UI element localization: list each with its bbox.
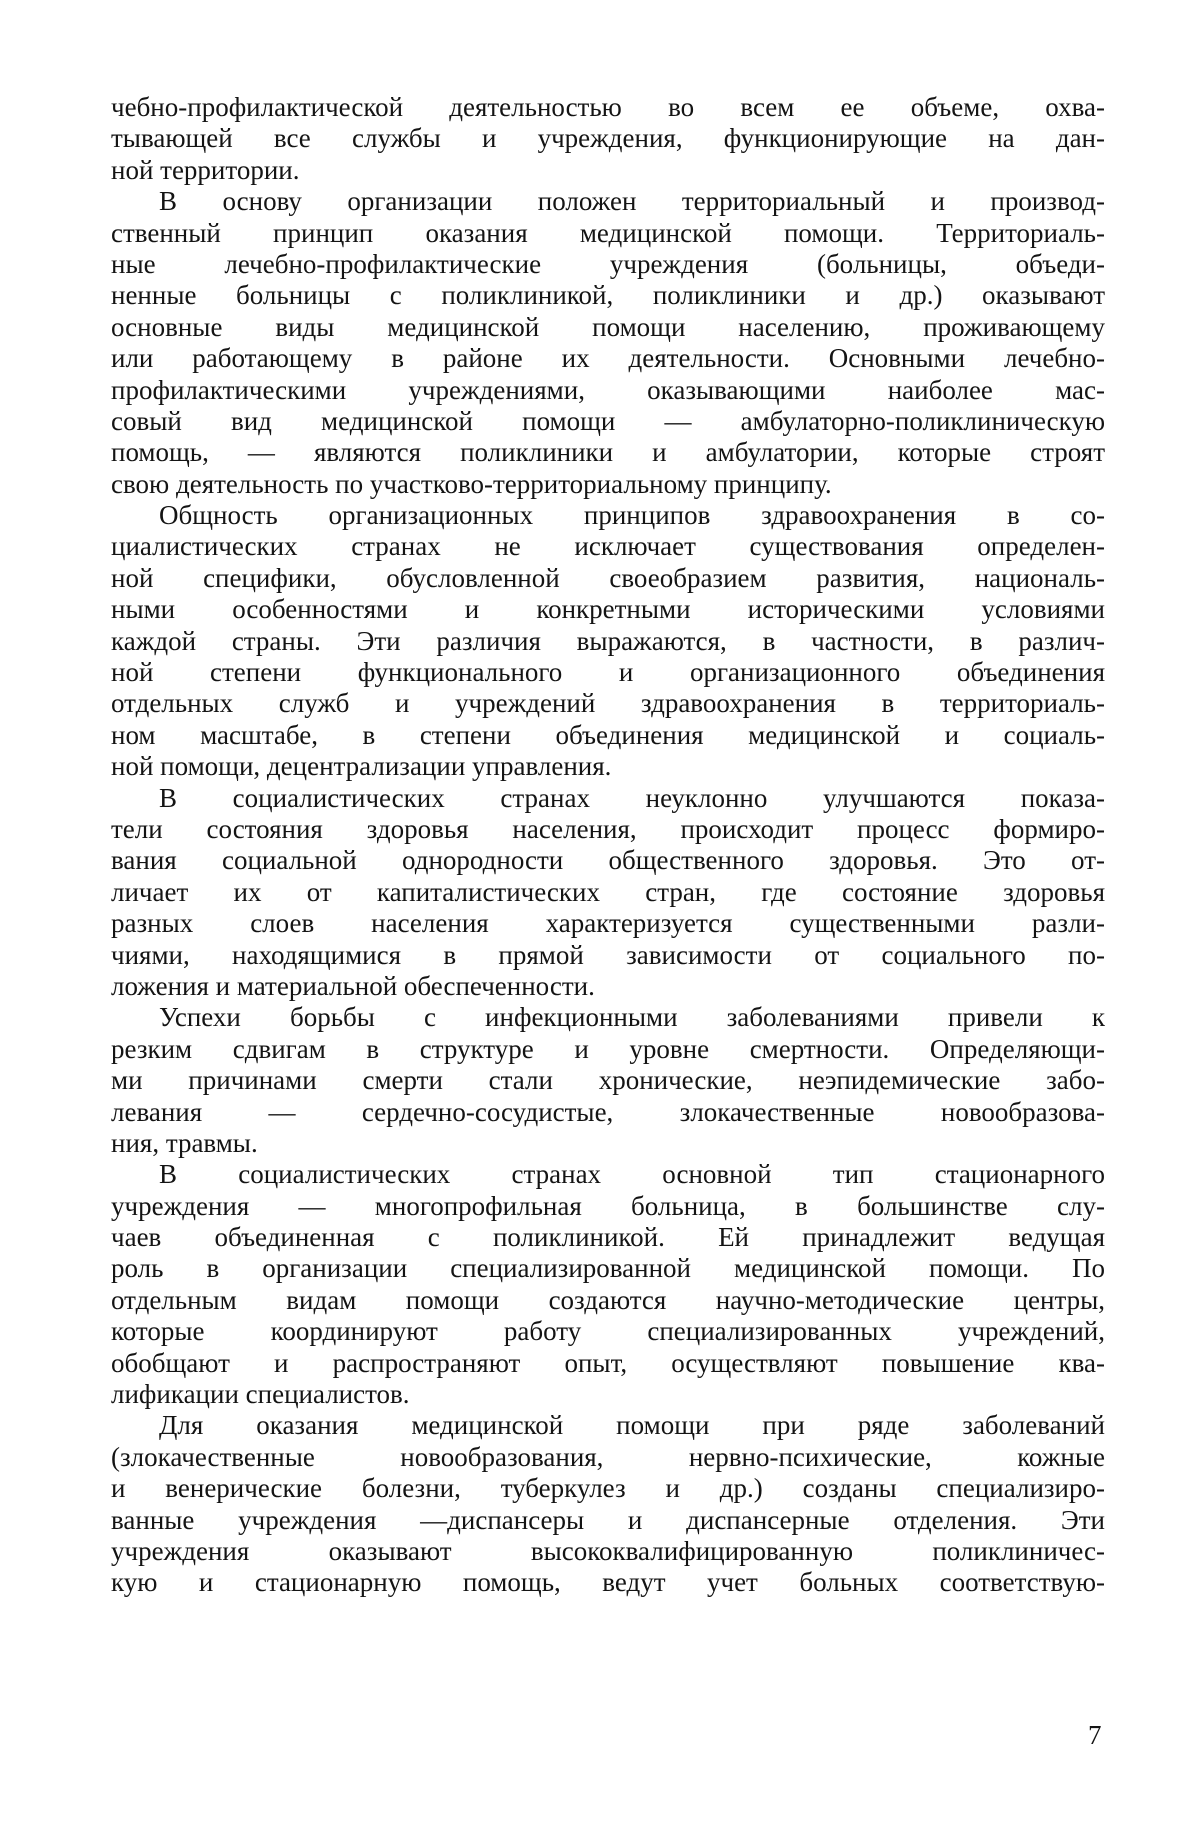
text-line: ванные учреждения —диспансеры и диспансерные отделения. Эти xyxy=(111,1504,1105,1535)
text-line: разных слоев населения характеризуется существенными разли- xyxy=(111,908,1105,939)
text-line: тывающей все службы и учреждения, функционирующие на дан- xyxy=(111,123,1105,154)
paragraph-start-line: Для оказания медицинской помощи при ряде заболеваний xyxy=(159,1410,1105,1441)
text-line: свою деятельность по участково-территориальному принципу. xyxy=(111,468,832,499)
text-line: ном масштабе, в степени объединения медицинской и социаль- xyxy=(111,719,1105,750)
text-line: ми причинами смерти стали хронические, неэпидемические забо- xyxy=(111,1065,1105,1096)
text-line: ные лечебно-профилактические учреждения (больницы, объеди- xyxy=(111,248,1105,279)
text-line: чебно-профилактической деятельностью во всем ее объеме, охва- xyxy=(111,92,1105,122)
text-line: лификации специалистов. xyxy=(111,1379,410,1410)
paragraph-start-line: Успехи борьбы с инфекционными заболеваниями привели к xyxy=(159,1002,1105,1033)
text-line: ной степени функционального и организационного объединения xyxy=(111,657,1105,688)
text-line: которые координируют работу специализированных учреждений, xyxy=(111,1316,1105,1347)
text-line: ными особенностями и конкретными историческими условиями xyxy=(111,594,1105,625)
text-line: ненные больницы с поликлиникой, поликлиники и др.) оказывают xyxy=(111,280,1105,311)
paragraph-start-line: Общность организационных принципов здравоохранения в со- xyxy=(159,500,1105,531)
text-line: или работающему в районе их деятельности. Основными лечебно- xyxy=(111,343,1105,374)
text-line: и венерические болезни, туберкулез и др.) созданы специализиро- xyxy=(111,1473,1105,1504)
text-line: (злокачественные новообразования, нервно-психические, кожные xyxy=(111,1441,1105,1472)
text-line: чиями, находящимися в прямой зависимости от социального по- xyxy=(111,939,1105,970)
text-line: отдельных служб и учреждений здравоохранения в территориаль- xyxy=(111,688,1105,719)
text-line: чаев объединенная с поликлиникой. Ей принадлежит ведущая xyxy=(111,1222,1105,1253)
text-line: тели состояния здоровья населения, происходит процесс формиро- xyxy=(111,813,1105,844)
text-line: совый вид медицинской помощи — амбулаторно-поликлиническую xyxy=(111,405,1105,436)
text-line: каждой страны. Эти различия выражаются, в частности, в различ- xyxy=(111,625,1105,656)
text-line: ной помощи, децентрализации управления. xyxy=(111,751,612,782)
paragraph-start-line: В социалистических странах основной тип стационарного xyxy=(159,1159,1105,1190)
paragraph-start-line: В социалистических странах неуклонно улучшаются показа- xyxy=(159,782,1105,813)
text-line: ной территории. xyxy=(111,154,300,185)
text-line: ственный принцип оказания медицинской помощи. Территориаль- xyxy=(111,217,1105,248)
text-line: циалистических странах не исключает существования определен- xyxy=(111,531,1105,562)
text-line: ложения и материальной обеспеченности. xyxy=(111,970,595,1001)
text-line: отдельным видам помощи создаются научно-методические центры, xyxy=(111,1284,1105,1315)
text-line: основные виды медицинской помощи населению, проживающему xyxy=(111,311,1105,342)
page-number: 7 xyxy=(1088,1720,1102,1750)
text-line: личает их от капиталистических стран, где состояние здоровья xyxy=(111,876,1105,907)
text-line: ния, травмы. xyxy=(111,1127,258,1158)
text-line: ной специфики, обусловленной своеобразием развития, националь- xyxy=(111,562,1105,593)
body-text xyxy=(111,92,1105,1599)
text-line: учреждения оказывают высококвалифицированную поликлиничес- xyxy=(111,1535,1105,1566)
text-line: левания — сердечно-сосудистые, злокачественные новообразова- xyxy=(111,1096,1105,1127)
text-line: кую и стационарную помощь, ведут учет больных соответствую- xyxy=(111,1567,1105,1598)
text-line: профилактическими учреждениями, оказывающими наиболее мас- xyxy=(111,374,1105,405)
text-line: вания социальной однородности общественного здоровья. Это от- xyxy=(111,845,1105,876)
text-line: учреждения — многопрофильная больница, в большинстве слу- xyxy=(111,1190,1105,1221)
text-line: обобщают и распространяют опыт, осуществляют повышение ква- xyxy=(111,1347,1105,1378)
text-line: резким сдвигам в структуре и уровне смертности. Определяющи- xyxy=(111,1033,1105,1064)
text-line: помощь, — являются поликлиники и амбулатории, которые строят xyxy=(111,437,1105,468)
text-line: роль в организации специализированной медицинской помощи. По xyxy=(111,1253,1105,1284)
paragraph-start-line: В основу организации положен территориальный и производ- xyxy=(159,186,1105,217)
